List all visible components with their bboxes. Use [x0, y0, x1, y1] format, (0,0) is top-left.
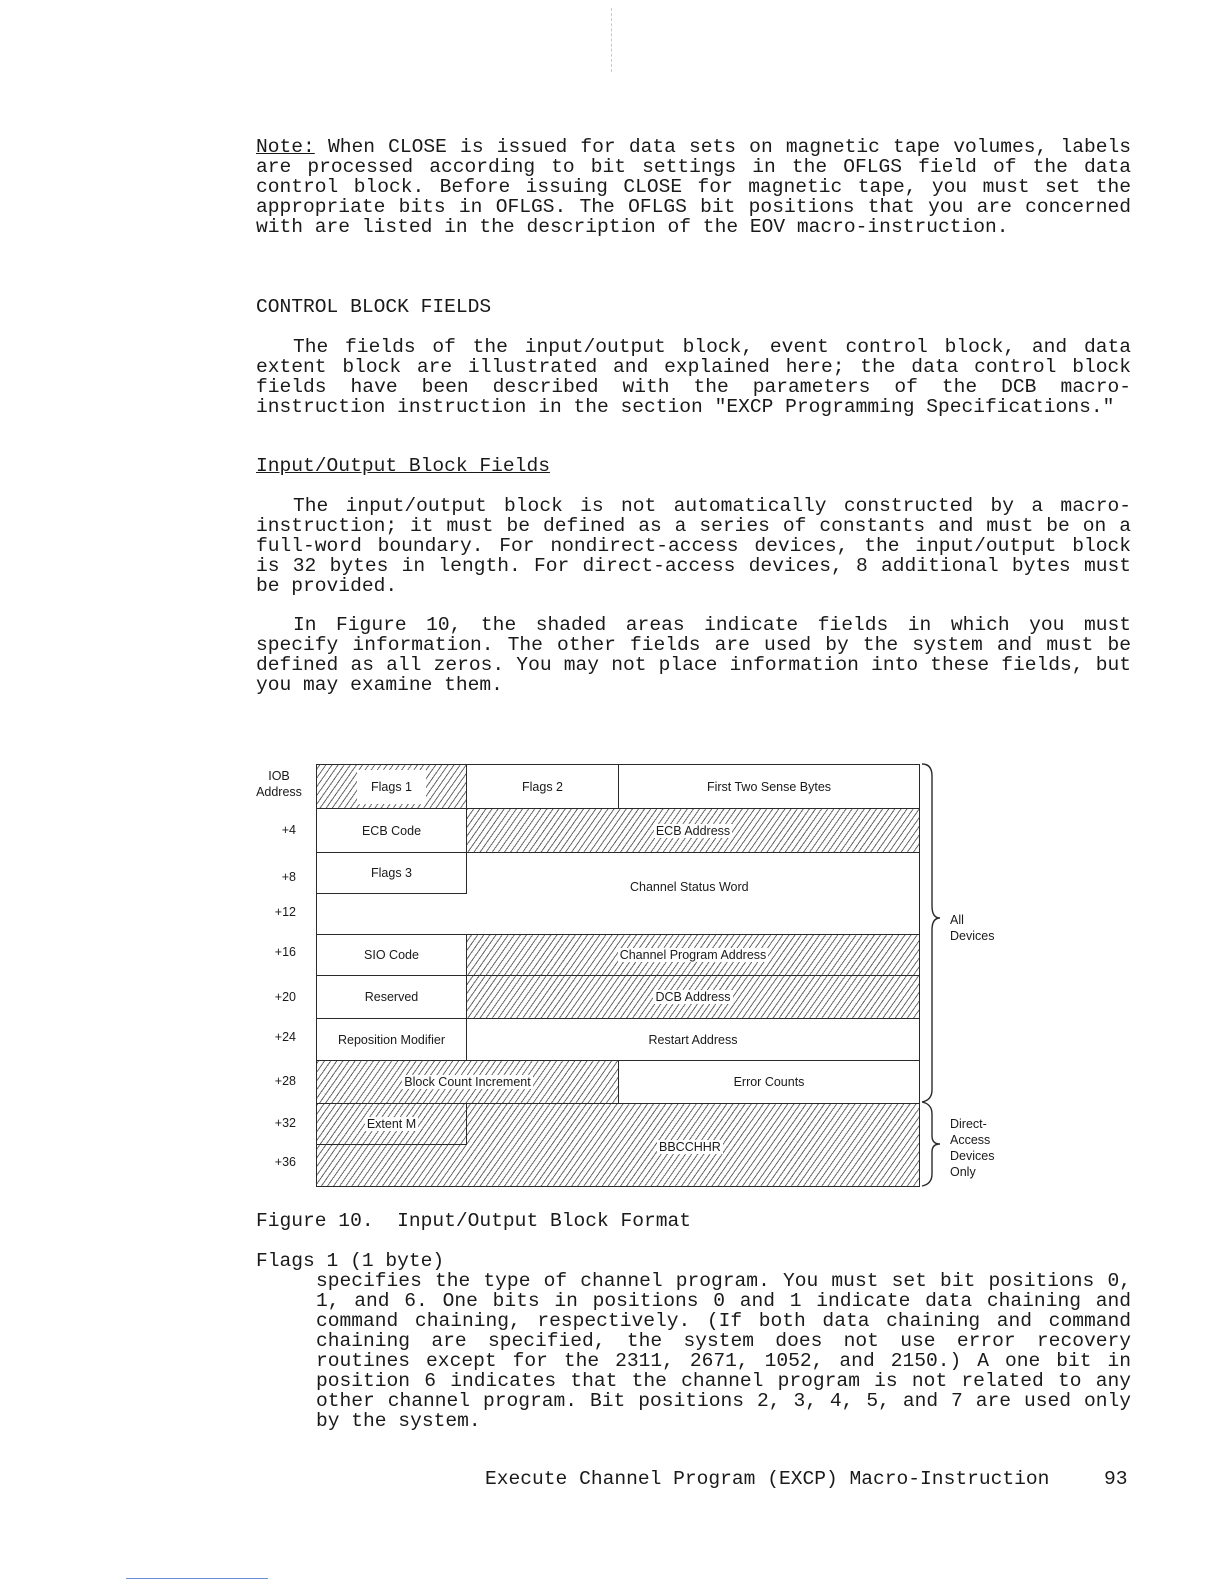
- ecb-address-label: ECB Address: [655, 823, 731, 838]
- direct-access-label: [950, 1116, 994, 1180]
- figure-caption: Figure 10. Input/Output Block Format: [256, 1210, 692, 1232]
- offset-label: +12: [274, 905, 296, 919]
- channel-program-address-label: Channel Program Address: [619, 948, 767, 962]
- ecb-address-field: [466, 808, 920, 853]
- block-count-increment-label: Block Count Increment: [404, 1075, 531, 1089]
- flags2-field: [466, 764, 619, 809]
- section-title: CONTROL BLOCK FIELDS: [256, 296, 492, 318]
- bbcchhr-label: BBCCHHR: [659, 1140, 721, 1154]
- flags1-label: Flags 1: [357, 770, 426, 804]
- reposition-modifier-field: [316, 1018, 467, 1061]
- channel-program-address-field: [466, 934, 920, 976]
- brace-lines: [918, 760, 948, 1192]
- direct-access-line4: Only: [950, 1165, 976, 1179]
- brace-direct-access: [922, 1102, 940, 1186]
- footer-rule: [126, 1578, 268, 1579]
- extent-m-label: Extent M: [366, 1117, 417, 1131]
- note-text: When CLOSE is issued for data sets on magnetic tape volumes, labels are processed according to bit settings in the OFLGS field of the data control block. Before issuing CLOSE for magnetic tape, you must set the appropriate bits in OFLGS. The OFLGS bit positions that you are concerned with are listed in the description of the EOV macro-instruction.: [256, 136, 1131, 238]
- sense-bytes-label: First Two Sense Bytes: [706, 779, 832, 794]
- iob-address-line2: Address: [256, 785, 302, 799]
- page-number: 93: [1104, 1468, 1128, 1490]
- block-count-increment-field: [316, 1060, 619, 1104]
- offset-label: +4: [281, 823, 296, 837]
- offset-label: +20: [274, 990, 296, 1004]
- sio-code-label: SIO Code: [364, 948, 419, 962]
- note-label: Note:: [256, 136, 315, 158]
- offset-label: +28: [274, 1074, 296, 1088]
- subsection-title: Input/Output Block Fields: [256, 455, 550, 477]
- offset-label: +24: [274, 1030, 296, 1044]
- flags1-field: [316, 764, 467, 809]
- extent-m-field: [316, 1103, 467, 1145]
- note-paragraph: [256, 137, 1131, 237]
- ecb-code-field: [316, 808, 467, 853]
- top-margin-mark: [611, 8, 612, 72]
- dcb-address-label: DCB Address: [655, 990, 731, 1004]
- sense-bytes-field: [618, 764, 920, 809]
- offset-label: +16: [274, 945, 296, 959]
- footer-title: Execute Channel Program (EXCP) Macro-Instruction: [485, 1468, 1050, 1490]
- flags1-definition: specifies the type of channel program. You must set bit positions 0, 1, and 6. One bits in positions 0 and 1 indicate data chaining and command chaining, respectively. (If both data chaining and command chaining are specified, the system does not use error recovery routines except for the 2311, 2671, 1052, and 2150.) A one bit in position 6 indicates that the channel program is not related to any other channel program. Bit positions 2, 3, 4, 5, and 7 are used only by the system.: [316, 1270, 1131, 1432]
- all-devices-line2: Devices: [950, 929, 995, 943]
- brace-all-devices: [922, 764, 940, 1102]
- dcb-address-field: [466, 975, 920, 1019]
- restart-address-label: Restart Address: [648, 1032, 738, 1047]
- subsection-para-2: In Figure 10, the shaded areas indicate fields in which you must specify information. The other fields are used by the system and must be defined as all zeros. You may not place information into these fields, but you may examine them.: [256, 614, 1131, 696]
- all-devices-label: [950, 912, 994, 944]
- direct-access-line1: Direct-: [950, 1117, 987, 1131]
- offset-label: +36: [274, 1155, 296, 1169]
- flags3-label: Flags 3: [371, 866, 412, 880]
- csw-label: Channel Status Word: [630, 880, 749, 894]
- offset-label: +32: [274, 1116, 296, 1130]
- flags2-label: Flags 2: [522, 779, 563, 794]
- iob-address-line1: IOB: [268, 769, 290, 783]
- all-devices-line1: All: [950, 913, 964, 927]
- section-intro: The fields of the input/output block, event control block, and data extent block are illustrated and explained here; the data control block fields have been described with the parameters of the DCB macro-instruction instruction in the section "EXCP Programming Specifications.": [256, 336, 1131, 418]
- subsection-para-1: The input/output block is not automatically constructed by a macro-instruction; it must be defined as a series of constants and must be on a full-word boundary. For nondirect-access devices, the input/output block is 32 bytes in length. For direct-access devices, 8 additional bytes must be provided.: [256, 495, 1131, 597]
- restart-address-field: [466, 1018, 920, 1061]
- reposition-modifier-label: Reposition Modifier: [338, 1032, 445, 1047]
- direct-access-line3: Devices: [950, 1149, 995, 1163]
- iob-address-label: [256, 768, 302, 800]
- offset-label: +8: [281, 870, 296, 884]
- direct-access-line2: Access: [950, 1133, 991, 1147]
- reserved-field: [316, 975, 467, 1019]
- flags1-term: Flags 1 (1 byte): [256, 1250, 445, 1272]
- error-counts-field: [618, 1060, 920, 1104]
- csw-field: [316, 852, 920, 935]
- reserved-label: Reserved: [364, 990, 419, 1004]
- error-counts-label: Error Counts: [733, 1075, 805, 1089]
- sio-code-field: [316, 934, 467, 976]
- ecb-code-label: ECB Code: [361, 823, 422, 838]
